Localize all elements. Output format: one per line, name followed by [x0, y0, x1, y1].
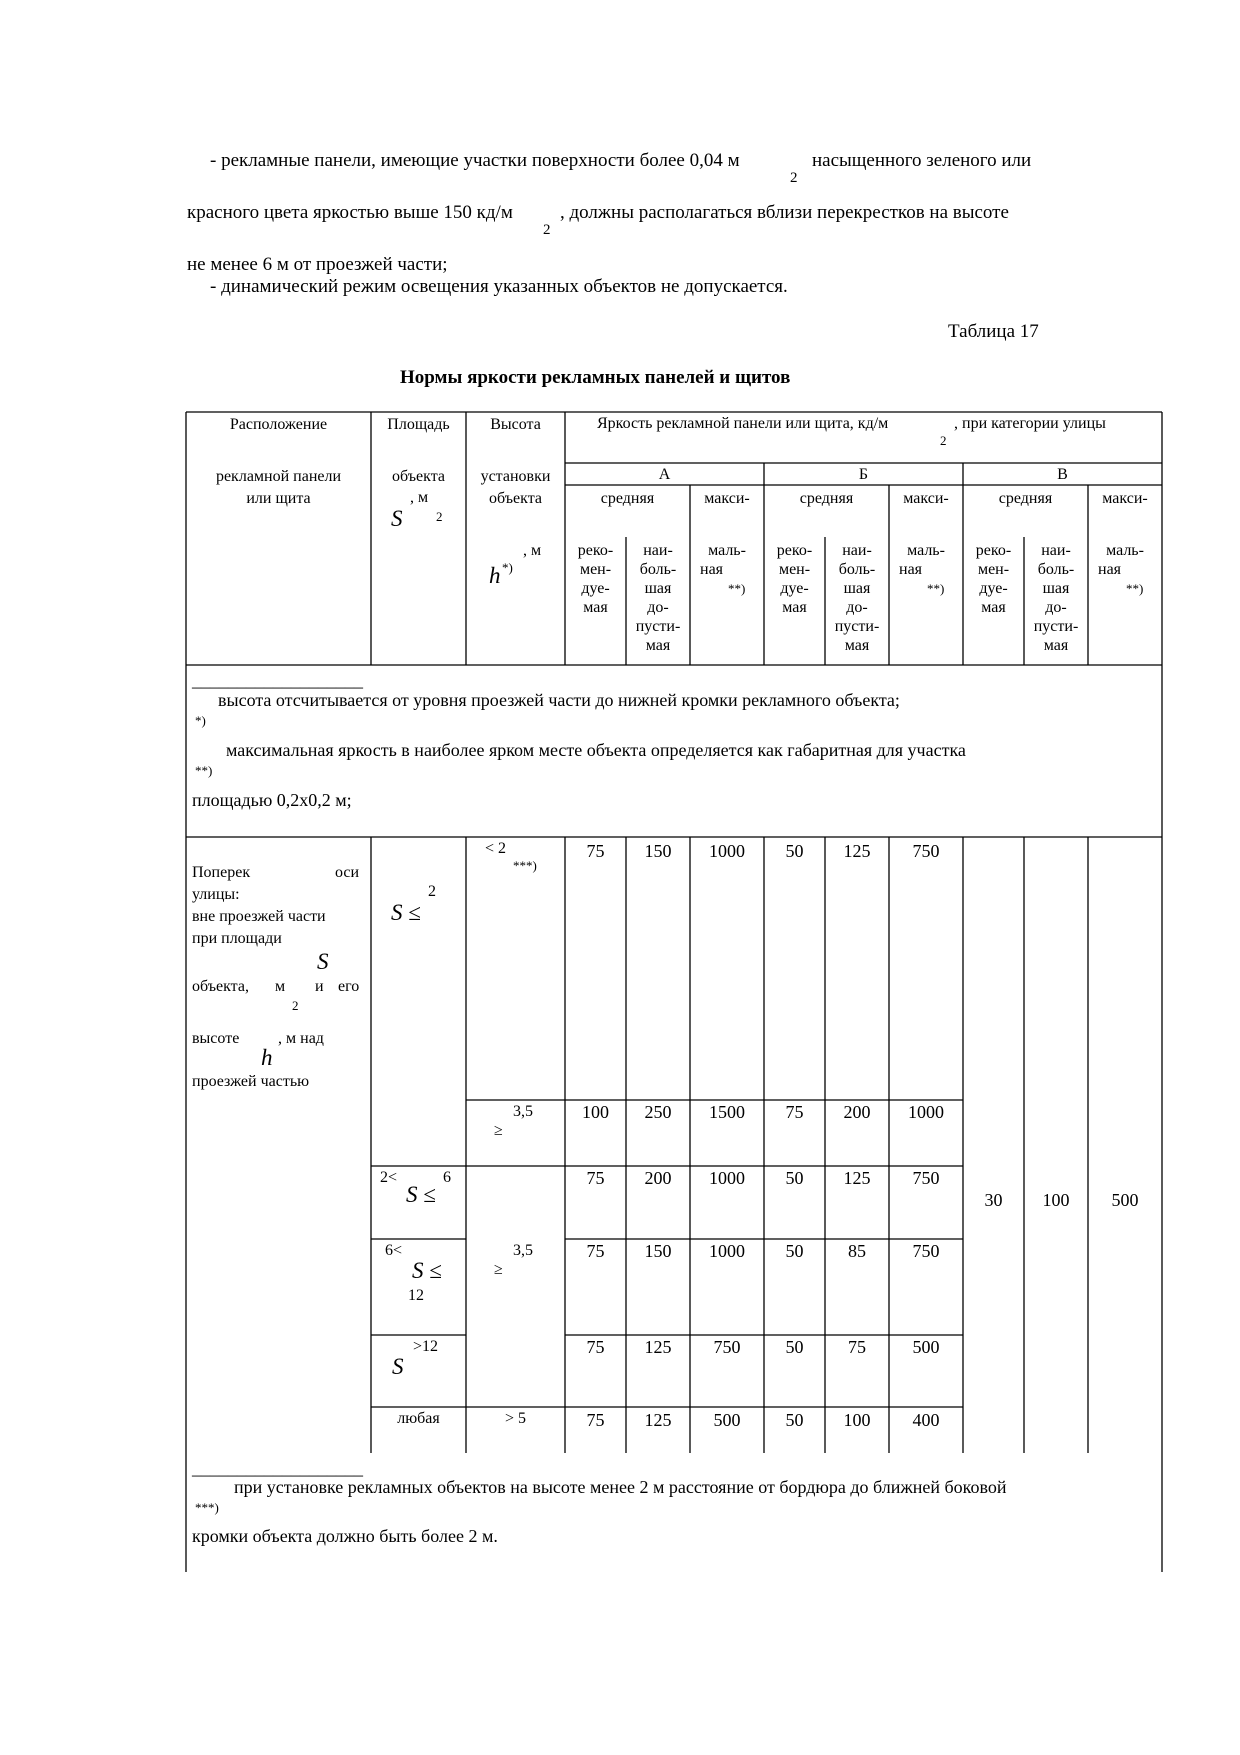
height-r6: > 5 [504, 1410, 527, 1427]
max-v-2: маль- [1106, 542, 1144, 559]
avg-v: средняя [998, 490, 1053, 507]
value-cell: 400 [912, 1410, 940, 1430]
area-r5-a: >12 [413, 1338, 439, 1355]
place-area-symbol: S [317, 949, 329, 974]
brightness-sup: 2 [940, 433, 947, 448]
value-cell: 75 [586, 1410, 605, 1430]
col-location-header-2: рекламной панели [215, 468, 342, 485]
place-word-1: Поперек [192, 864, 251, 881]
intro-line-1-sup: 2 [790, 170, 798, 186]
col-height-header-2: установки [480, 468, 551, 485]
value-cell: 50 [785, 1410, 804, 1430]
col-height-header-3: объекта [489, 490, 542, 507]
value-cell: 100 [582, 1102, 609, 1122]
footnote-1-mark-1: *) [195, 713, 206, 728]
height-r2-sym: ≥ [494, 1122, 503, 1139]
value-cell: 750 [713, 1337, 741, 1357]
value-cell: 125 [843, 1168, 871, 1188]
value-cell: 750 [912, 1168, 940, 1188]
value-cell: 125 [644, 1337, 672, 1357]
value-cell: 75 [785, 1102, 804, 1122]
col-area-header-2: объекта [392, 468, 445, 485]
height-r1: < 2 [485, 840, 507, 857]
place-height-symbol: h [261, 1045, 273, 1070]
max-b-2: маль- [907, 542, 945, 559]
area-r4-b: 12 [408, 1287, 424, 1304]
value-cell: 100 [843, 1410, 871, 1430]
value-cell: 75 [586, 1241, 605, 1261]
value-cell: 1000 [709, 841, 745, 861]
value-cell: 1000 [709, 1241, 745, 1261]
most-b: наи- боль- шая до- пусти- мая [834, 542, 880, 654]
value-cell: 200 [644, 1168, 672, 1188]
area-r3-a: 2< [380, 1169, 398, 1186]
col-area-unit: , м [410, 489, 429, 506]
col-area-sup: 2 [436, 509, 443, 524]
max-v-3: ная [1098, 561, 1122, 578]
value-cell: 75 [848, 1337, 866, 1357]
intro-line-3: не менее 6 м от проезжей части; [187, 254, 448, 275]
value-cell: 50 [785, 1241, 804, 1261]
max-a-note: **) [728, 581, 746, 596]
place-word-15: проезжей частью [192, 1073, 310, 1090]
most-a: наи- боль- шая до- пусти- мая [635, 542, 681, 654]
height-r1-note: ***) [513, 858, 537, 873]
max-b-3: ная [899, 561, 923, 578]
avg-a: средняя [600, 490, 655, 507]
height-r2-val: 3,5 [513, 1103, 533, 1120]
value-cell: 50 [785, 841, 804, 861]
cat-v-max: 500 [1111, 1190, 1139, 1210]
max-v-1: макси- [1102, 490, 1148, 507]
area-r4-a: 6< [385, 1242, 403, 1259]
col-area-header-1: Площадь [387, 416, 450, 433]
value-cell: 85 [848, 1241, 866, 1261]
value-cell: 50 [785, 1168, 804, 1188]
col-location-header-1: Расположение [229, 416, 328, 433]
place-word-7: объекта, [192, 978, 249, 995]
col-height-unit: , м [523, 542, 542, 559]
max-a-2: маль- [708, 542, 746, 559]
value-cell: 125 [843, 841, 871, 861]
value-cell: 200 [843, 1102, 871, 1122]
col-height-header-1: Высота [490, 416, 541, 433]
rec-a: реко- мен- дуе- мая [577, 542, 614, 616]
footnote-2-text-2: кромки объекта должно быть более 2 м. [192, 1526, 498, 1546]
footnote-1-text-1: высота отсчитывается от уровня проезжей части до нижней кромки рекламного объекта; [218, 690, 900, 710]
value-cell: 125 [644, 1410, 672, 1430]
col-height-note: *) [502, 560, 513, 575]
area-r5-sym: S [392, 1354, 404, 1379]
max-a-3: ная [700, 561, 724, 578]
value-cell: 500 [912, 1337, 940, 1357]
col-height-symbol: h [489, 563, 501, 588]
place-word-4: вне проезжей части [192, 908, 326, 925]
most-v: наи- боль- шая до- пусти- мая [1033, 542, 1079, 654]
footnote-1-mark-2: **) [195, 763, 213, 778]
rec-v: реко- мен- дуе- мая [975, 542, 1012, 616]
rec-b: реко- мен- дуе- мая [776, 542, 813, 616]
area-r3-b: 6 [443, 1169, 451, 1186]
place-word-2: оси [335, 864, 360, 881]
value-cell: 750 [912, 841, 940, 861]
table-title: Нормы яркости рекламных панелей и щитов [400, 367, 791, 388]
value-cell: 50 [785, 1337, 804, 1357]
place-word-13: , м над [278, 1030, 324, 1047]
brightness-header-end: , при категории улицы [954, 415, 1106, 432]
max-a-1: макси- [704, 490, 750, 507]
area-r1-val: 2 [428, 883, 436, 900]
value-cell: 150 [644, 841, 672, 861]
value-cell: 75 [586, 1337, 605, 1357]
value-cell: 1000 [709, 1168, 745, 1188]
max-v-note: **) [1126, 581, 1144, 596]
place-word-5: при площади [192, 930, 282, 947]
intro-line-1-end: насыщенного зеленого или [812, 150, 1032, 171]
value-cell: 1500 [709, 1102, 745, 1122]
intro-line-4: - динамический режим освещения указанных объектов не допускается. [210, 276, 788, 297]
place-word-3: улицы: [192, 886, 240, 903]
footnote-1-rule: ___________________ [192, 670, 363, 690]
place-sup: 2 [292, 998, 299, 1013]
intro-line-2-sup: 2 [543, 222, 551, 238]
value-cell: 250 [644, 1102, 672, 1122]
area-r1-sym: S ≤ [391, 900, 421, 925]
area-r4-sym: S ≤ [412, 1258, 442, 1283]
max-b-1: макси- [903, 490, 949, 507]
height-r3-sym: ≥ [494, 1261, 503, 1278]
place-word-8: м [275, 978, 286, 995]
value-cell: 150 [644, 1241, 672, 1261]
height-r3-val: 3,5 [513, 1242, 533, 1259]
area-r6: любая [397, 1410, 440, 1427]
footnote-2-text-1: при установке рекламных объектов на высоте менее 2 м расстояние от бордюра до ближней боковой [234, 1477, 1007, 1497]
category-b: Б [858, 466, 869, 483]
place-word-11: его [338, 978, 360, 995]
value-cell: 75 [586, 1168, 605, 1188]
place-word-12: высоте [192, 1030, 240, 1047]
category-a: А [658, 466, 671, 483]
cat-v-rec: 30 [984, 1190, 1003, 1210]
col-area-symbol: S [391, 506, 403, 531]
value-cell: 500 [713, 1410, 741, 1430]
footnote-1-text-2: максимальная яркость в наиболее ярком месте объекта определяется как габаритная для участка [226, 740, 966, 760]
footnote-2-mark: ***) [195, 1500, 219, 1515]
area-r3-sym: S ≤ [406, 1182, 436, 1207]
value-cell: 75 [586, 841, 605, 861]
max-b-note: **) [927, 581, 945, 596]
place-word-10: и [315, 978, 324, 995]
intro-line-2: красного цвета яркостью выше 150 кд/м [187, 202, 513, 223]
intro-line-2-end: , должны располагаться вблизи перекрестков на высоте [560, 202, 1009, 223]
footnote-1-text-3: площадью 0,2x0,2 м; [192, 790, 352, 810]
col-location-header-3: или щита [246, 490, 311, 507]
avg-b: средняя [799, 490, 854, 507]
cat-v-most: 100 [1042, 1190, 1070, 1210]
table-label: Таблица 17 [948, 321, 1039, 342]
value-cell: 750 [912, 1241, 940, 1261]
footnote-2-rule: ___________________ [192, 1458, 363, 1478]
value-cell: 1000 [908, 1102, 944, 1122]
category-v: В [1057, 466, 1068, 483]
intro-line-1: - рекламные панели, имеющие участки поверхности более 0,04 м [210, 150, 740, 171]
brightness-header: Яркость рекламной панели или щита, кд/м [597, 415, 889, 432]
